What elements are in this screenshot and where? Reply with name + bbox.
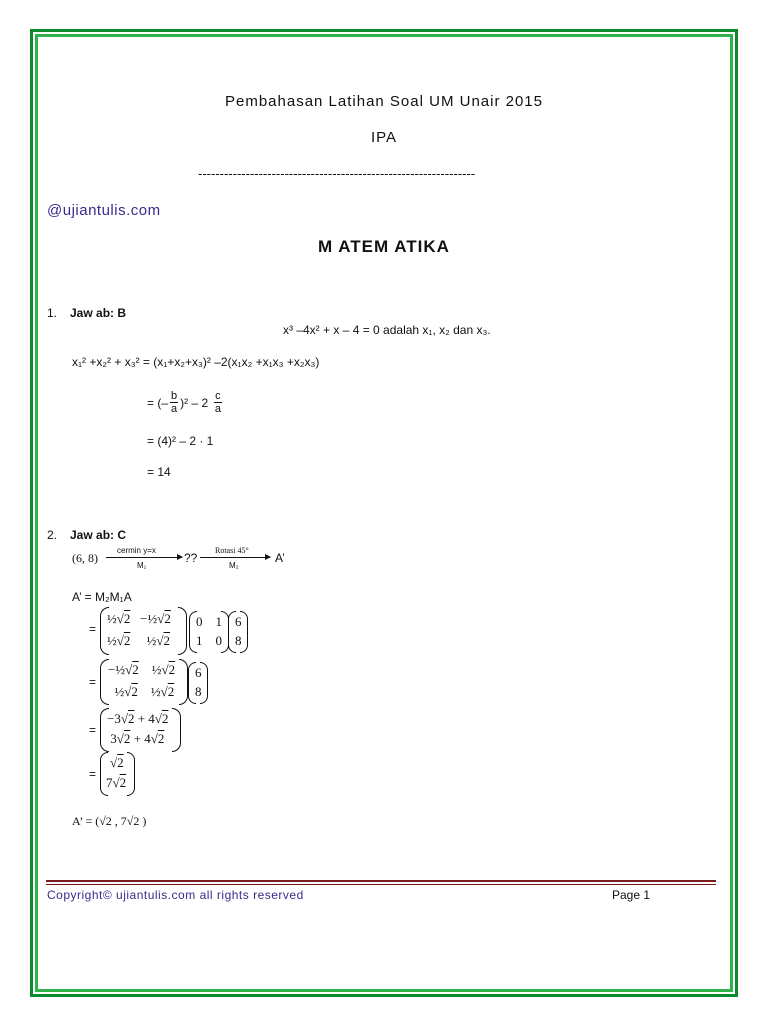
fraction-c-over-a xyxy=(214,390,222,415)
site-handle: @ujiantulis.com xyxy=(47,202,161,219)
equals-sign: = xyxy=(89,622,97,636)
document-subtitle: IPA xyxy=(370,129,398,146)
fraction-denominator: a xyxy=(171,403,178,415)
transform-arrow-1 xyxy=(106,557,182,558)
arrow1-label-top: cermin y=x xyxy=(117,546,156,555)
q1-identity: x₁² +x₂² + x₃² = (x₁+x₂+x₃)² –2(x₁x₂ +x₁x₃ +x₂x₃) xyxy=(72,355,320,369)
fraction-b-over-a xyxy=(170,390,178,415)
transform-arrow-2 xyxy=(200,557,270,558)
q2-answer: Jaw ab: C xyxy=(70,528,127,542)
q2-result-point: A’ xyxy=(275,551,285,565)
q1-result: = 14 xyxy=(147,465,171,479)
equals-sign: = xyxy=(89,723,97,737)
arrow1-label-bottom: M₁ xyxy=(137,561,147,570)
footer-rule-thin xyxy=(46,884,716,885)
q1-step-mid: )² – 2 xyxy=(180,395,209,410)
q1-step-substitute: = (4)² – 2 · 1 xyxy=(147,434,214,448)
fraction-numerator: b xyxy=(171,390,178,402)
q2-number: 2. xyxy=(47,528,58,542)
q2-intermediate: ?? xyxy=(184,551,198,565)
arrow2-label-bottom: M₂ xyxy=(229,561,239,570)
fraction-denominator: a xyxy=(214,403,221,415)
page-number: Page 1 xyxy=(612,888,651,902)
q1-given-equation: x³ –4x² + x – 4 = 0 adalah x₁, x₂ dan x₃. xyxy=(283,323,491,337)
q1-number: 1. xyxy=(47,306,58,320)
arrow2-label-top: Rotasi 45° xyxy=(215,546,249,555)
q2-point: (6, 8) xyxy=(72,551,98,565)
equals-sign: = xyxy=(89,675,97,689)
fraction-numerator: c xyxy=(215,390,221,402)
footer-copyright: Copyright© ujiantulis.com all rights reserved xyxy=(47,888,304,902)
q1-step-vieta xyxy=(147,390,224,415)
document-title: Pembahasan Latihan Soal UM Unair 2015 xyxy=(224,93,543,110)
q1-step-prefix: = (– xyxy=(147,395,169,410)
footer-rule xyxy=(46,880,716,882)
section-title: M ATEM ATIKA xyxy=(318,237,450,256)
q2-final-answer: A’ = (√2 , 7√2 ) xyxy=(72,814,147,828)
header-divider: ---------------------------------------------------------------- xyxy=(198,166,476,181)
q1-answer: Jaw ab: B xyxy=(70,306,127,320)
q2-equation: A’ = M₂M₁A xyxy=(72,590,132,604)
equals-sign: = xyxy=(89,767,97,781)
